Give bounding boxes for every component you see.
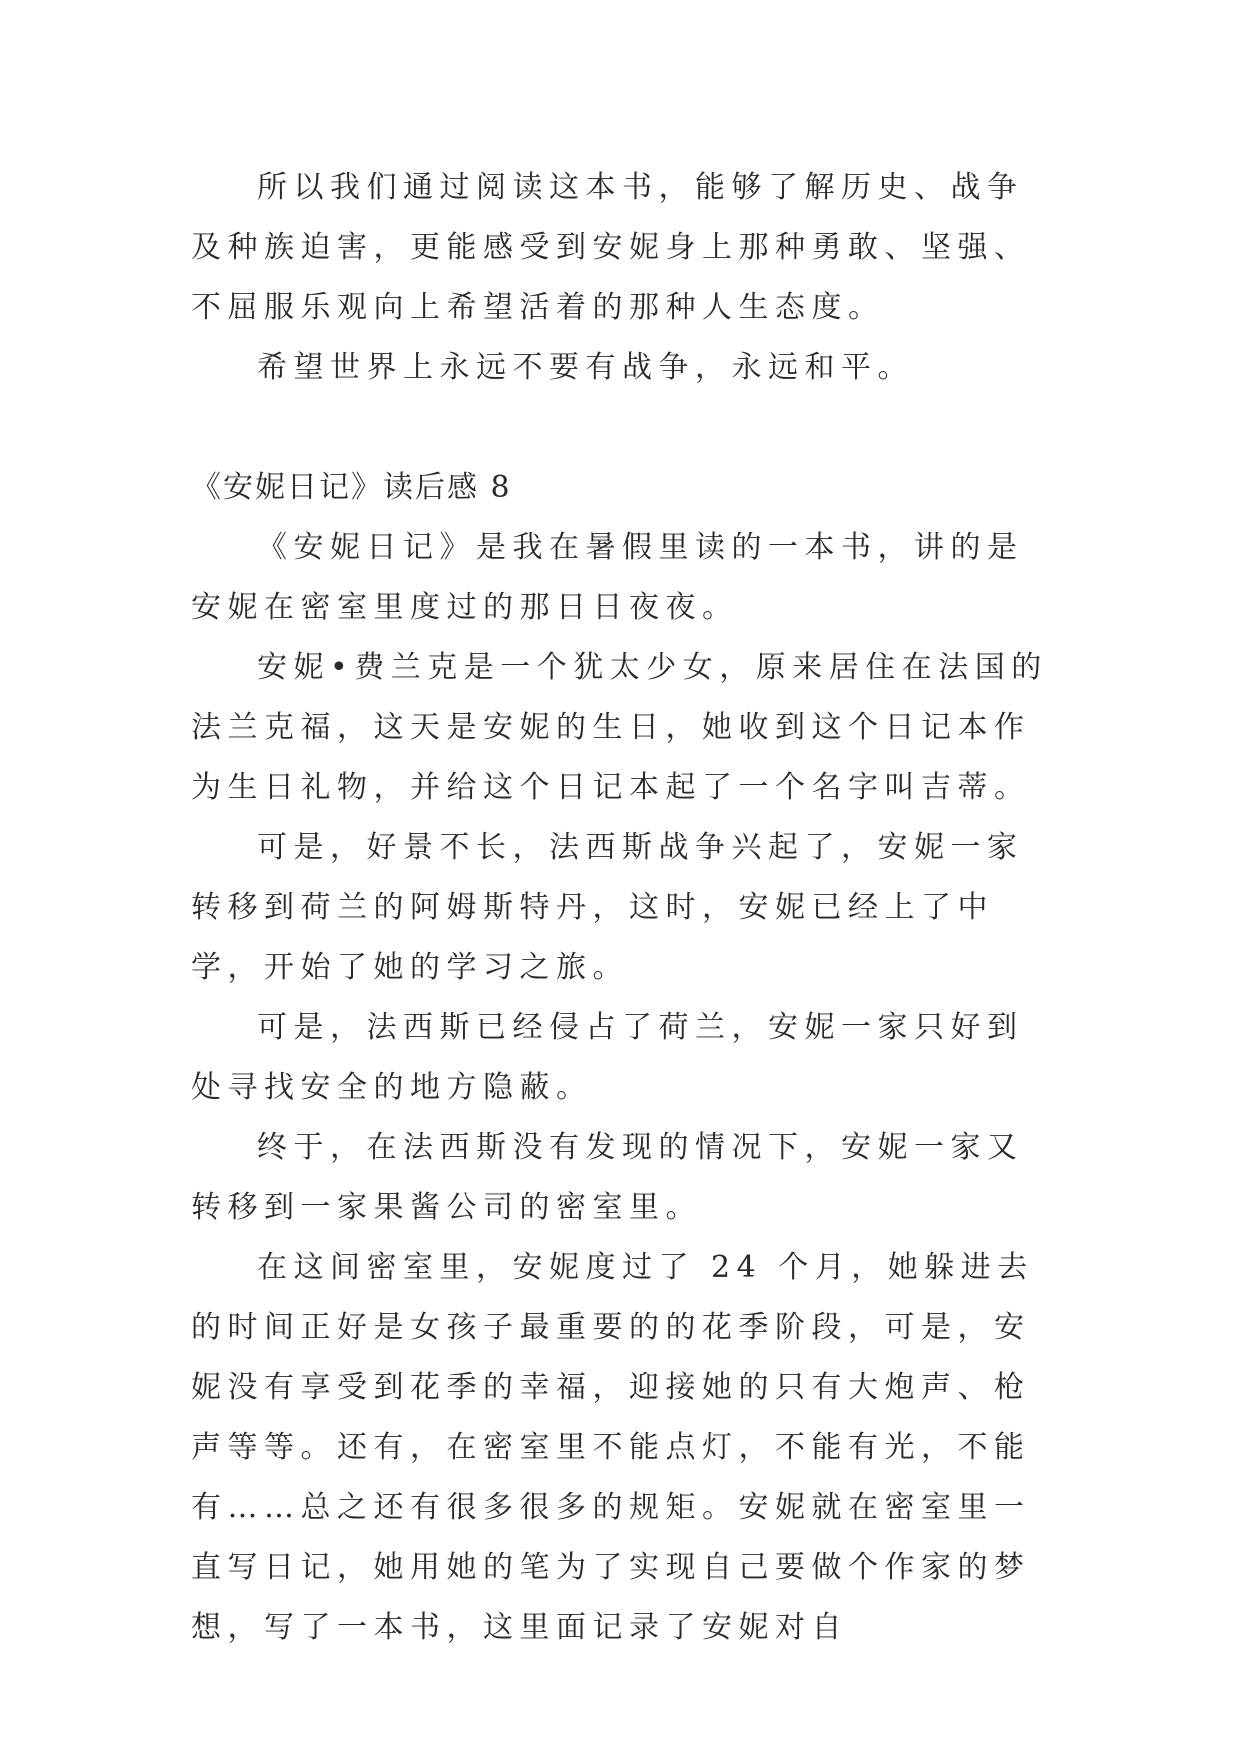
document-body bbox=[191, 158, 1051, 1658]
paragraph-5: 终于，在法西斯没有发现的情况下，安妮一家又转移到一家果酱公司的密室里。 bbox=[191, 1130, 1024, 1225]
paragraph-3: 可是，好景不长，法西斯战争兴起了，安妮一家转移到荷兰的阿姆斯特丹，这时，安妮已经上了中学，开始了她的学习之旅。 bbox=[191, 830, 1024, 985]
paragraph-intro-2: 希望世界上永远不要有战争，永远和平。 bbox=[257, 350, 914, 385]
paragraph-4: 可是，法西斯已经侵占了荷兰，安妮一家只好到处寻找安全的地方隐蔽。 bbox=[191, 1010, 1024, 1105]
paragraph-intro-1: 所以我们通过阅读这本书，能够了解历史、战争及种族迫害，更能感受到安妮身上那种勇敢、坚强、不屈服乐观向上希望活着的那种人生态度。 bbox=[191, 170, 1031, 325]
paragraph-1: 《安妮日记》是我在暑假里读的一本书，讲的是安妮在密室里度过的那日日夜夜。 bbox=[191, 530, 1024, 625]
paragraph-2: 安妮•费兰克是一个犹太少女，原来居住在法国的法兰克福，这天是安妮的生日，她收到这个日记本作为生日礼物，并给这个日记本起了一个名字叫吉蒂。 bbox=[191, 650, 1048, 805]
section-title: 《安妮日记》读后感 8 bbox=[191, 470, 512, 505]
blank-line bbox=[191, 398, 1051, 458]
paragraph-6: 在这间密室里，安妮度过了 24 个月，她躲进去的时间正好是女孩子最重要的的花季阶段，可是，安妮没有享受到花季的幸福，迎接她的只有大炮声、枪声等等。还有，在密室里不能点灯，不能有光，不能有……总之还有很多很多的规矩。安妮就在密室里一直写日记，她用她的笔为了实现自己要做个作家的梦想，写了一本书，这里面记录了安妮对自 bbox=[191, 1250, 1034, 1645]
